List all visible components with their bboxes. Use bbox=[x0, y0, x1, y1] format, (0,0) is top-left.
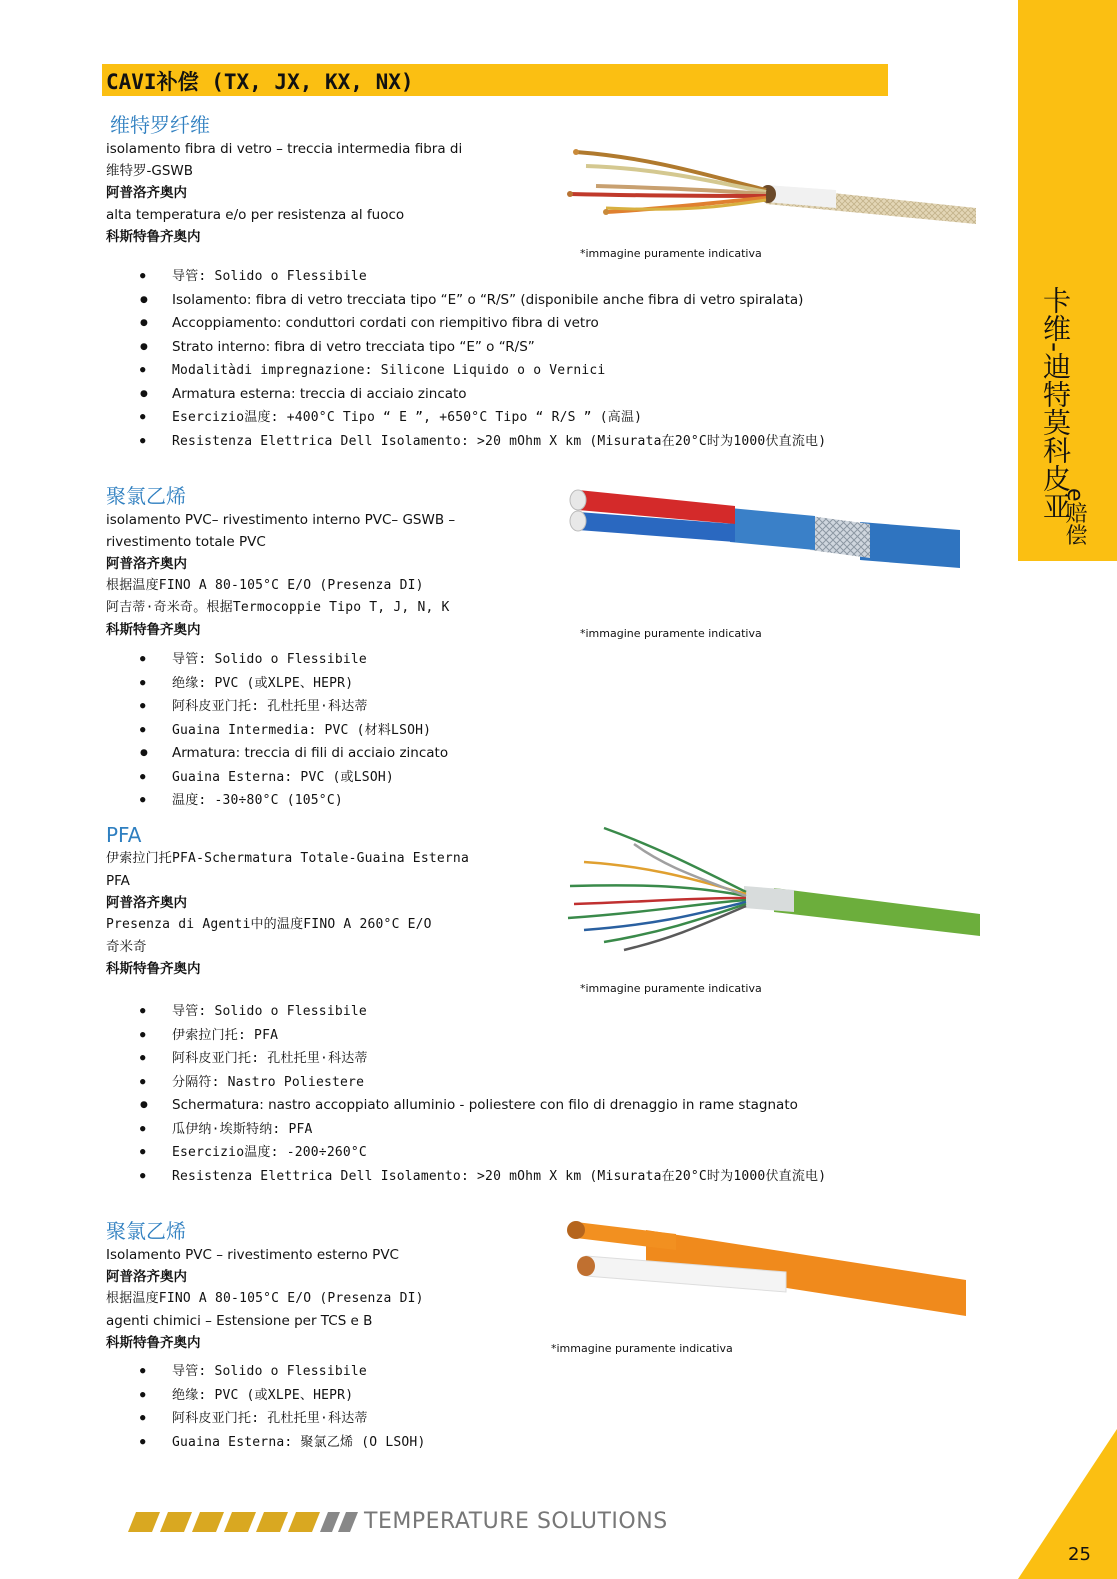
spec-item: ● 导管: Solido o Flessibile bbox=[140, 265, 860, 289]
spec-item: ● 伊索拉门托: PFA bbox=[140, 1024, 860, 1048]
spec-list bbox=[140, 265, 860, 453]
application-text: 根据温度FINO A 80-105°C E/O (Presenza DI) bbox=[106, 578, 424, 593]
application-text: Presenza di Agenti中的温度FINO A 260°C E/O bbox=[106, 917, 432, 932]
spec-item: ● 分隔符: Nastro Poliestere bbox=[140, 1071, 860, 1095]
pvc-extension-cable-image bbox=[556, 1212, 970, 1322]
glass-fiber-cable-image bbox=[566, 138, 982, 228]
spec-item: ● 导管: Solido o Flessibile bbox=[140, 1360, 860, 1384]
page-header-bar bbox=[102, 64, 888, 96]
application-text: 奇米奇 bbox=[106, 939, 147, 955]
spec-item: ● Accoppiamento: conduttori cordati con riempitivo fibra di vetro bbox=[140, 312, 860, 336]
description-line: isolamento fibra di vetro – treccia intermedia fibra di bbox=[106, 141, 463, 157]
application-text: agenti chimici – Estensione per TCS e B bbox=[106, 1313, 373, 1329]
image-caption: *immagine puramente indicativa bbox=[551, 1342, 733, 1355]
spec-item: ● Resistenza Elettrica Dell Isolamento: >20 mOhm X km (Misurata在20°C时为1000伏直流电) bbox=[140, 1165, 832, 1189]
section-title: 聚氯乙烯 bbox=[106, 1219, 186, 1243]
side-tab-subtitle: e赔偿 bbox=[1062, 488, 1087, 546]
spec-item: ● 阿科皮亚门托: 孔杜托里·科达蒂 bbox=[140, 1407, 860, 1431]
application-text: alta temperatura e/o per resistenza al fuoco bbox=[106, 207, 405, 223]
spec-list bbox=[140, 648, 860, 813]
page-number: 25 bbox=[1068, 1544, 1091, 1565]
spec-item: ● 绝缘: PVC (或XLPE、HEPR) bbox=[140, 672, 860, 696]
image-caption: *immagine puramente indicativa bbox=[580, 982, 762, 995]
application-text: 根据温度FINO A 80-105°C E/O (Presenza DI) bbox=[106, 1291, 424, 1306]
spec-item: ● Schermatura: nastro accoppiato alluminio - poliestere con filo di drenaggio in rame stagnato bbox=[140, 1094, 860, 1118]
spec-list bbox=[140, 1000, 860, 1188]
spec-item: ● 导管: Solido o Flessibile bbox=[140, 648, 860, 672]
spec-item: ● 温度: -30÷80°C (105°C) bbox=[140, 789, 860, 813]
spec-item: ● 阿科皮亚门托: 孔杜托里·科达蒂 bbox=[140, 1047, 860, 1071]
construction-heading: 科斯特鲁齐奥内 bbox=[106, 229, 201, 245]
construction-heading: 科斯特鲁齐奥内 bbox=[106, 1335, 201, 1351]
spec-item: ● 绝缘: PVC (或XLPE、HEPR) bbox=[140, 1384, 860, 1408]
spec-item: ● Esercizio温度: -200÷260°C bbox=[140, 1141, 860, 1165]
spec-item: ● 导管: Solido o Flessibile bbox=[140, 1000, 860, 1024]
section-title: 维特罗纤维 bbox=[110, 113, 210, 137]
application-heading: 阿普洛齐奥内 bbox=[106, 895, 187, 911]
side-tab-title: 卡维-迪特莫科皮亚 bbox=[1039, 286, 1072, 521]
construction-heading: 科斯特鲁齐奥内 bbox=[106, 961, 201, 977]
application-heading: 阿普洛齐奥内 bbox=[106, 185, 187, 201]
pfa-cable-image bbox=[564, 826, 984, 956]
application-text: 阿吉蒂·奇米奇。根据Termocoppie Tipo T, J, N, K bbox=[106, 600, 450, 615]
spec-list bbox=[140, 1360, 860, 1454]
description-line: Isolamento PVC – rivestimento esterno PVC bbox=[106, 1247, 399, 1263]
page-title: CAVI补偿 (TX, JX, KX, NX) bbox=[106, 70, 414, 94]
image-caption: *immagine puramente indicativa bbox=[580, 247, 762, 260]
spec-item: ● Modalitàdi impregnazione: Silicone Liquido o o Vernici bbox=[140, 359, 860, 383]
footer-stripes-logo bbox=[128, 1512, 360, 1534]
spec-item: ● Resistenza Elettrica Dell Isolamento: >20 mOhm X km (Misurata在20°C时为1000伏直流电) bbox=[140, 430, 832, 454]
image-caption: *immagine puramente indicativa bbox=[580, 627, 762, 640]
construction-heading: 科斯特鲁齐奥内 bbox=[106, 622, 201, 638]
spec-item: ● 阿科皮亚门托: 孔杜托里·科达蒂 bbox=[140, 695, 860, 719]
spec-item: ● Esercizio温度: +400°C Tipo “ E ”, +650°C Tipo “ R/S ” (高温) bbox=[140, 406, 860, 430]
spec-item: ● Guaina Esterna: PVC (或LSOH) bbox=[140, 766, 860, 790]
description-line: 伊索拉门托PFA-Schermatura Totale-Guaina Esterna bbox=[106, 851, 469, 866]
spec-item: ● Armatura: treccia di fili di acciaio zincato bbox=[140, 742, 860, 766]
description-line: 维特罗-GSWB bbox=[106, 163, 194, 179]
description-line: rivestimento totale PVC bbox=[106, 534, 266, 550]
spec-item: ● Guaina Esterna: 聚氯乙烯 (O LSOH) bbox=[140, 1431, 860, 1455]
spec-item: ● Isolamento: fibra di vetro trecciata tipo “E” o “R/S” (disponibile anche fibra di vetro spiralata) bbox=[140, 289, 860, 313]
application-heading: 阿普洛齐奥内 bbox=[106, 1269, 187, 1285]
spec-item: ● Strato interno: fibra di vetro trecciata tipo “E” o “R/S” bbox=[140, 336, 860, 360]
section-title: PFA bbox=[106, 823, 142, 847]
spec-item: ● Armatura esterna: treccia di acciaio zincato bbox=[140, 383, 860, 407]
description-line: isolamento PVC– rivestimento interno PVC– GSWB – bbox=[106, 512, 456, 528]
spec-item: ● 瓜伊纳·埃斯特纳: PFA bbox=[140, 1118, 860, 1142]
section-title: 聚氯乙烯 bbox=[106, 484, 186, 508]
footer-brand: TEMPERATURE SOLUTIONS bbox=[364, 1509, 668, 1534]
application-heading: 阿普洛齐奥内 bbox=[106, 556, 187, 572]
description-line: PFA bbox=[106, 873, 130, 889]
spec-item: ● Guaina Intermedia: PVC (材料LSOH) bbox=[140, 719, 860, 743]
pvc-shielded-cable-image bbox=[560, 484, 962, 574]
